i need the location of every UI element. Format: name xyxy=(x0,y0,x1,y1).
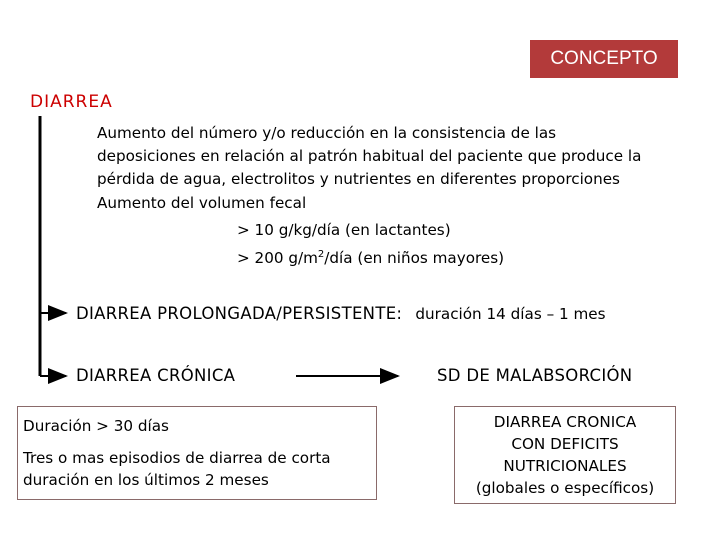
definition-line: deposiciones en relación al patrón habitual del paciente que produce la xyxy=(97,147,642,165)
definition-line: pérdida de agua, electrolitos y nutrientes en diferentes proporciones xyxy=(97,170,620,188)
page-title: DIARREA xyxy=(30,92,113,112)
chronic-episodes-line: duración en los últimos 2 meses xyxy=(23,471,269,489)
definition-line: Aumento del número y/o reducción en la consistencia de las xyxy=(97,124,557,142)
chronic-definition-box xyxy=(17,406,377,500)
chronic-episodes-line: Tres o mas episodios de diarrea de corta xyxy=(23,449,331,467)
fecal-older-sup: 2 xyxy=(317,249,325,260)
definition-paragraph xyxy=(97,122,697,191)
malabs-line: DIARREA CRONICA xyxy=(493,413,637,431)
fecal-older-pre: > 200 g/m xyxy=(237,249,318,268)
malabsorption-definition-box xyxy=(454,406,676,504)
chronic-duration: Duración > 30 días xyxy=(23,417,169,435)
persistent-label: DIARREA PROLONGADA/PERSISTENTE: xyxy=(76,304,403,323)
persistent-duration: duración 14 días – 1 mes xyxy=(415,305,606,323)
concepto-badge: CONCEPTO xyxy=(530,40,678,78)
persistent-row xyxy=(76,304,606,323)
chronic-label: DIARREA CRÓNICA xyxy=(76,366,236,385)
malabs-line: (globales o específicos) xyxy=(475,479,655,497)
fecal-older-post: /día (en niños mayores) xyxy=(324,249,505,268)
fecal-volume-label: Aumento del volumen fecal xyxy=(97,194,307,212)
fecal-older-children xyxy=(237,249,504,267)
fecal-infants: > 10 g/kg/día (en lactantes) xyxy=(237,221,451,239)
malabsorption-label: SD DE MALABSORCIÓN xyxy=(437,366,633,385)
malabs-line: CON DEFICITS xyxy=(511,435,619,453)
malabs-line: NUTRICIONALES xyxy=(503,457,627,475)
